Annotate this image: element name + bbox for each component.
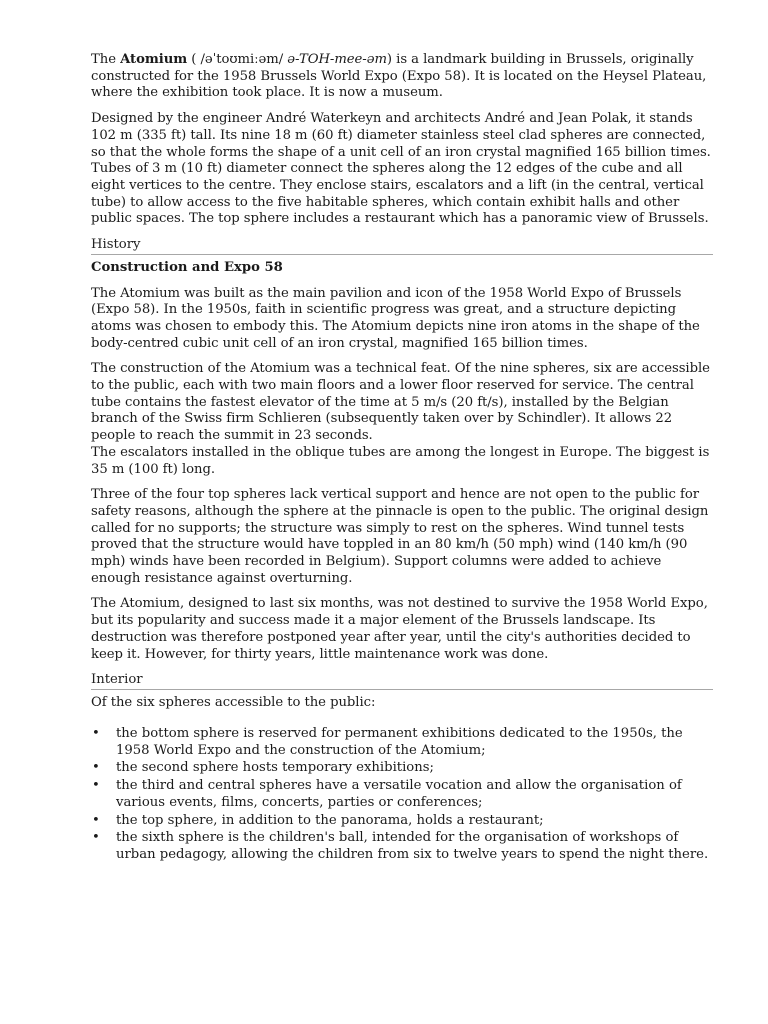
list-item-text: the sixth sphere is the children's ball, intended for the organisation of workshops of urban pedagogy, allowing the children from six to twelve years to spend the night there. bbox=[116, 830, 709, 862]
intro-paragraph-1 bbox=[91, 52, 713, 102]
ipa-pronunciation: ( /əˈtoʊmiːəm/ bbox=[187, 52, 288, 67]
history-paragraph-3: Three of the four top spheres lack vertical support and hence are not open to the public for safety reasons, although the sphere at the pinnacle is open to the public. The original design called for no supports; the structure was simply to rest on the spheres. Wind tunnel tests proved that the structure would have toppled in an 80 km/h (50 mph) wind (140 km/h (90 mph) winds have been recorded in Belgium). Support columns were added to achieve enough resistance against overturning. bbox=[91, 487, 709, 586]
list-item bbox=[91, 830, 713, 863]
list-item-text: the second sphere hosts temporary exhibitions; bbox=[116, 760, 434, 776]
list-item bbox=[91, 813, 713, 830]
intro-paragraph-2: Designed by the engineer André Waterkeyn and architects André and Jean Polak, it stands 102 m (335 ft) tall. Its nine 18 m (60 ft) diameter stainless steel clad spheres are connected, so that the whole forms the shape of a unit cell of an iron crystal magnified 165 billion times. Tubes of 3 m (10 ft) diameter connect the spheres along the 12 edges of the cube and all eight vertices to the centre. They enclose stairs, escalators and a lift (in the central, vertical tube) to allow access to the five habitable spheres, which contain exhibit halls and other public spaces. The top sphere includes a restaurant which has a panoramic view of Brussels. bbox=[91, 111, 711, 227]
list-item bbox=[91, 760, 713, 777]
bullet-icon: • bbox=[92, 830, 100, 846]
list-item-text: the top sphere, in addition to the panorama, holds a restaurant; bbox=[116, 812, 544, 828]
intro-text: ) is a landmark building in Brussels, originally constructed for the 1958 Brussels World Expo (Expo 58). It is located on the Heysel Plateau, where the exhibition took place. It is now a museum. bbox=[91, 52, 707, 101]
article-title-term: Atomium bbox=[120, 52, 188, 67]
document-page bbox=[91, 52, 713, 865]
spheres-list bbox=[91, 726, 713, 864]
bullet-icon: • bbox=[92, 778, 100, 794]
history-paragraph-4: The Atomium, designed to last six months, was not destined to survive the 1958 World Expo, but its popularity and success made it a major element of the Brussels landscape. Its destruction was therefore postponed year after year, until the city's authorities decided to keep it. However, for thirty years, little maintenance work was done. bbox=[91, 596, 708, 662]
subsection-heading-construction: Construction and Expo 58 bbox=[91, 260, 283, 276]
list-item bbox=[91, 778, 713, 811]
section-heading-interior: Interior bbox=[91, 672, 713, 690]
history-paragraph-1: The Atomium was built as the main pavilion and icon of the 1958 World Expo of Brussels (Expo 58). In the 1950s, faith in scientific progress was great, and a structure depicting atoms was chosen to embody this. The Atomium depicts nine iron atoms in the shape of the body-centred cubic unit cell of an iron crystal, magnified 165 billion times. bbox=[91, 285, 700, 351]
history-paragraph-2b: The escalators installed in the oblique tubes are among the longest in Europe. The biggest is 35 m (100 ft) long. bbox=[91, 444, 710, 477]
section-heading-history: History bbox=[91, 237, 713, 255]
bullet-icon: • bbox=[92, 760, 100, 776]
bullet-icon: • bbox=[92, 726, 100, 741]
history-paragraph-2a: The construction of the Atomium was a technical feat. Of the nine spheres, six are accessible to the public, each with two main floors and a lower floor reserved for service. The central tube contains the fastest elevator of the time at 5 m/s (20 ft/s), installed by the Belgian branch of the Swiss firm Schlieren (subsequently taken over by Schindler). It allows 22 people to reach the summit in 23 seconds. bbox=[91, 361, 710, 444]
history-paragraph-2 bbox=[91, 361, 713, 478]
interior-lead: Of the six spheres accessible to the public: bbox=[91, 695, 376, 711]
respelled-pronunciation: ə-TOH-mee-əm bbox=[287, 52, 387, 67]
list-item bbox=[91, 726, 713, 759]
intro-text: The bbox=[91, 52, 121, 67]
list-item-text: the third and central spheres have a versatile vocation and allow the organisation of various events, films, concerts, parties or conferences; bbox=[116, 778, 682, 810]
bullet-icon: • bbox=[92, 812, 100, 828]
list-item-text: the bottom sphere is reserved for permanent exhibitions dedicated to the 1950s, the 1958 World Expo and the construction of the Atomium; bbox=[116, 726, 683, 758]
